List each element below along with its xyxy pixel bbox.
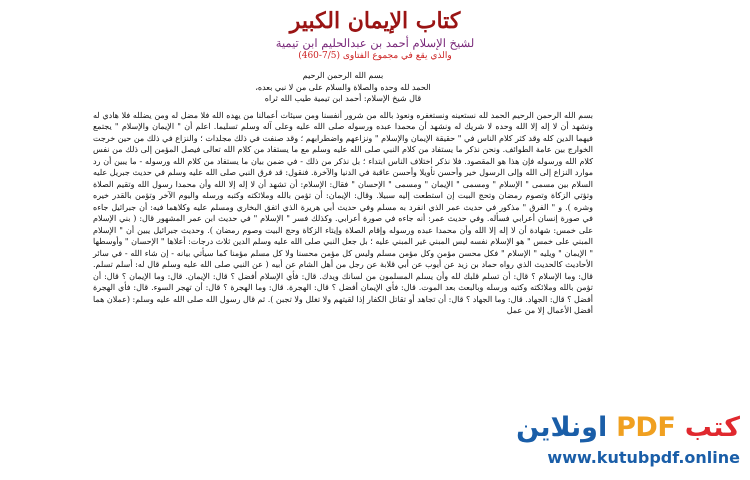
document-header bbox=[200, 8, 550, 62]
watermark-word-1: كتب bbox=[684, 412, 740, 443]
watermark-url: www.kutubpdf.online bbox=[547, 448, 740, 467]
watermark-word-3: اونلاين bbox=[516, 412, 608, 443]
praise-line: الحمد لله وحده والصلاة والسلام على من لا نبي بعده، bbox=[255, 82, 431, 92]
source-note: والذي يقع في مجموع الفتاوى (7/5-460) bbox=[298, 51, 452, 61]
watermark-word-2: PDF bbox=[616, 412, 676, 443]
site-watermark bbox=[516, 412, 740, 474]
main-paragraph: بسم الله الرحمن الرحيم الحمد لله نستعينه ونستغفره ونعوذ بالله من شرور أنفسنا ومن سيئات أعمالنا من يهده الله فلا مضل له ومن يضلله فلا هادي له ونشهد أن لا إله إلا الله وحده لا شريك له ونشهد أن محمدا عبده ورسوله صلى الله عليه وعلى آله وسلم تسليما. اعلم أن " الإيمان والإسلام " يجتمع فيهما الدين كله وقد كثر كلام الناس في " حقيقة الإيمان والإسلام " ونزاعهم واضطرابهم ؛ وقد صنفت في ذلك مجلدات ؛ والنزاع في ذلك من حين خرجت الخوارج بين عامة الطوائف. ونحن نذكر ما يستفاد من كلام النبي صلى الله عليه وسلم مع ما يستفاد من كلام الله تعالى فيصل المؤمن إلى ذلك من نفس كلام الله ورسوله فإن هذا هو المقصود. فلا نذكر اختلاف الناس ابتداء ؛ بل نذكر من ذلك - في ضمن بيان ما يستفاد من كلام الله ورسوله - ما يبين أن رد موارد النزاع إلى الله وإلى الرسول خير وأحسن تأويلا وأحسن عاقبة في الدنيا والآخرة. فنقول: قد فرق النبي صلى الله عليه وسلم في حديث جبريل عليه السلام بين مسمى " الإسلام " ومسمى " الإيمان " ومسمى " الإحسان " فقال: الإسلام: أن تشهد أن لا إله إلا الله وأن محمدا رسول الله وتقيم الصلاة وتؤتي الزكاة وتصوم رمضان وتحج البيت إن استطعت إليه سبيلا. وقال: الإيمان: أن تؤمن بالله وملائكته وكتبه ورسله واليوم الآخر وتؤمن بالقدر خيره وشره ). و " الفرق " مذكور في حديث عمر الذي انفرد به مسلم وفي حديث أبي هريرة الذي اتفق البخاري ومسلم عليه وكلاهما فيه: أن جبرائيل جاءه في صورة إنسان أعرابي فسأله. وفي حديث عمر: أنه جاءه في صورة أعرابي. وكذلك فسر " الإسلام " في حديث ابن عمر المشهور قال: ( بني الإسلام على خمس: شهادة أن لا إله إلا الله وأن محمدا عبده ورسوله وإقام الصلاة وإيتاء الزكاة وحج البيت وصوم رمضان ). وحديث جبرائيل يبين أن " الإسلام المبني على خمس " هو الإسلام نفسه ليس المبني غير المبني عليه ؛ بل جعل النبي صلى الله عليه وسلم الدين ثلاث درجات: أعلاها " الإحسان " وأوسطها " الإيمان " ويليه " الإسلام " فكل محسن مؤمن وكل مؤمن مسلم وليس كل مؤمن محسنا ولا كل مسلم مؤمنا كما سيأتي بيانه - إن شاء الله - في سائر الأحاديث كالحديث الذي رواه حماد بن زيد عن أيوب عن أبي قلابة عن رجل من أهل الشام عن أبيه ( عن النبي صلى الله عليه وسلم قال له: أسلم تسلم. قال: وما الإسلام ؟ قال: أن تسلم قلبك لله وأن يسلم المسلمون من لسانك ويدك. قال: فأي الإسلام أفضل ؟ قال: الإيمان. قال: وما الإيمان ؟ قال: أن تؤمن بالله وملائكته وكتبه ورسله وبالبعث بعد الموت. قال: فأي الإيمان أفضل ؟ قال: الهجرة. قال: وما الهجرة ؟ قال: أن تهجر السوء. قال: فأي الهجرة أفضل ؟ قال: الجهاد. قال: وما الجهاد ؟ قال: أن تجاهد أو تقاتل الكفار إذا لقيتهم ولا تغلل ولا تجبن ). ثم قال رسول الله صلى الله عليه وسلم: (عملان هما أفضل الأعمال إلا من عمل bbox=[93, 110, 594, 315]
author-line: لشيخ الإسلام أحمد بن عبدالحليم ابن تيمية bbox=[275, 36, 475, 50]
basmala: بسم الله الرحمن الرحيم bbox=[302, 71, 384, 80]
book-title: كتاب الإيمان الكبير bbox=[289, 8, 461, 34]
watermark-logo bbox=[516, 412, 740, 444]
intro-line: قال شيخ الإسلام: أحمد ابن تيمية طيب الله ثراه bbox=[264, 94, 422, 103]
document-body bbox=[93, 70, 593, 317]
